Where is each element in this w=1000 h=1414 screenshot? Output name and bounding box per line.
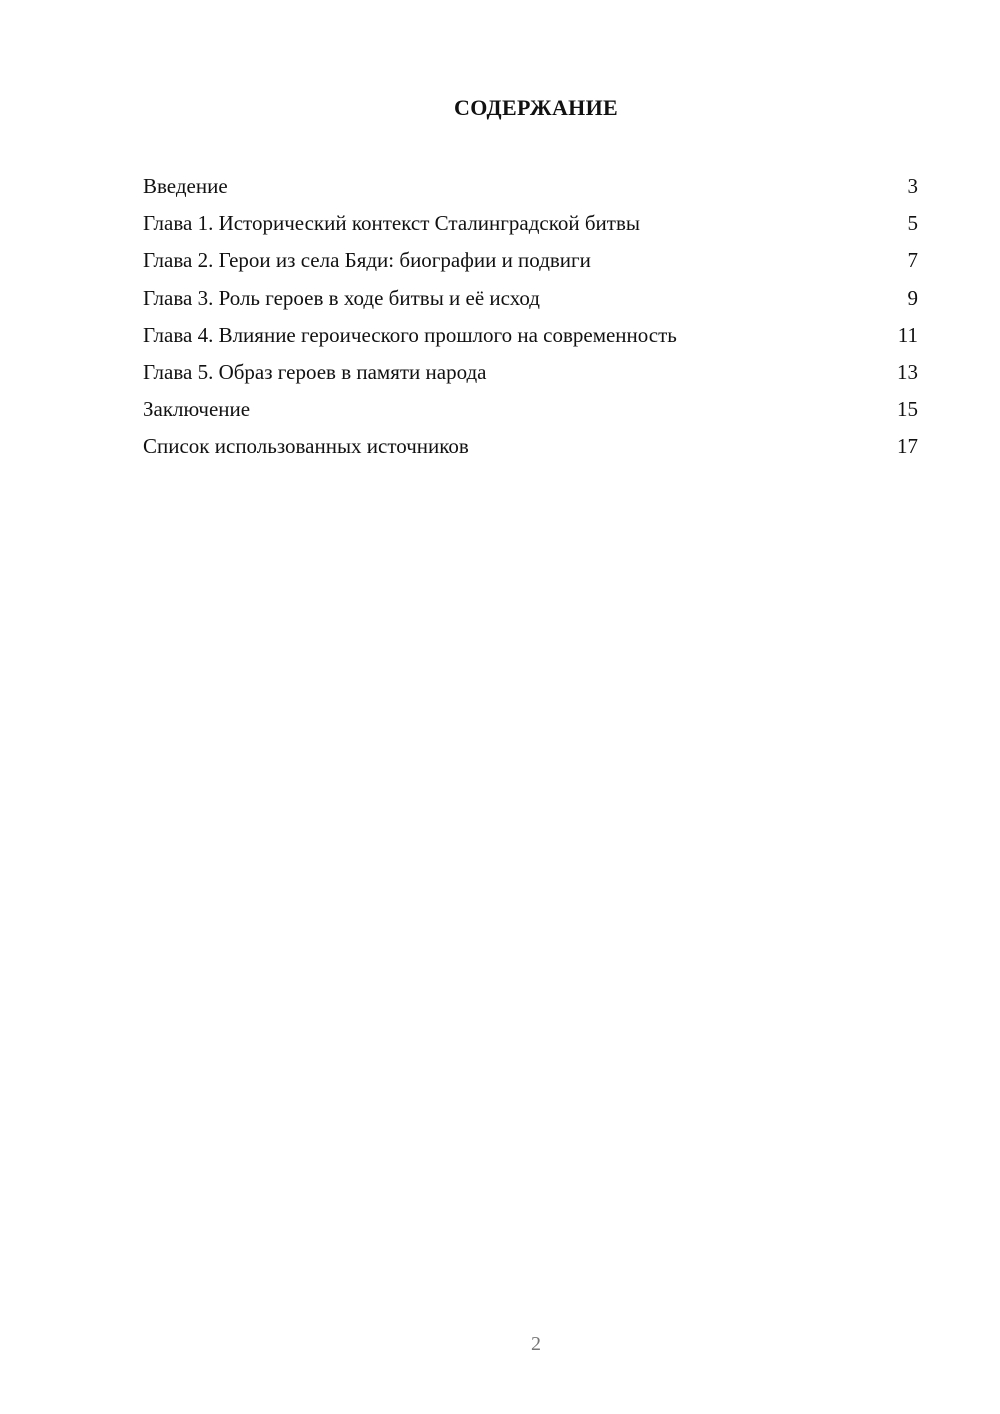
toc-entry-label: Заключение — [143, 397, 251, 422]
toc-entry-label: Список использованных источников — [143, 434, 469, 459]
toc-entry-label: Введение — [143, 174, 228, 198]
page-title: СОДЕРЖАНИЕ — [454, 95, 618, 120]
toc-entry-page: 17 — [897, 434, 918, 459]
toc-entry — [143, 205, 918, 242]
toc-entry-page: 9 — [907, 285, 918, 310]
table-of-contents — [143, 168, 918, 466]
toc-entry-page: 3 — [907, 174, 918, 198]
toc-entry — [143, 354, 918, 391]
toc-entry — [143, 428, 918, 465]
toc-entry — [143, 391, 918, 428]
page-number: 2 — [531, 1333, 541, 1355]
toc-entry-label: Глава 1. Исторический контекст Сталинградской битвы — [143, 211, 640, 236]
toc-entry-label: Глава 3. Роль героев в ходе битвы и её исход — [143, 285, 540, 310]
toc-entry — [143, 168, 918, 205]
toc-entry-page: 13 — [897, 359, 918, 384]
toc-entry-page: 11 — [897, 322, 918, 347]
toc-entry-page: 15 — [897, 397, 918, 422]
toc-entry-page: 5 — [907, 211, 918, 236]
toc-entry — [143, 280, 918, 317]
toc-entry — [143, 242, 918, 279]
toc-entry-label: Глава 2. Герои из села Бяди: биографии и подвиги — [143, 248, 591, 273]
toc-entry-page: 7 — [907, 248, 918, 273]
toc-entry-label: Глава 5. Образ героев в памяти народа — [143, 359, 487, 384]
toc-entry — [143, 317, 918, 354]
toc-entry-label: Глава 4. Влияние героического прошлого на современность — [143, 322, 677, 347]
